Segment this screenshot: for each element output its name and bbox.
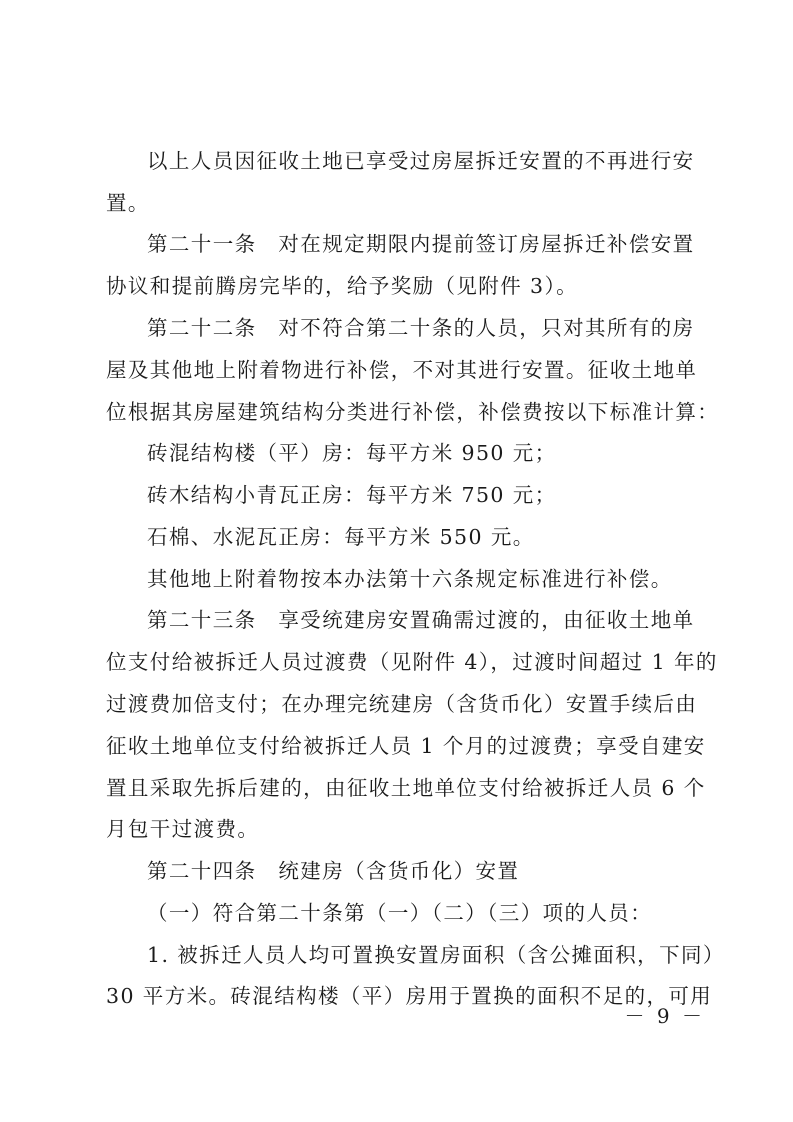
compensation-rate-line: 砖混结构楼（平）房：每平方米 950 元； (147, 441, 557, 465)
paragraph-line: 其他地上附着物按本办法第十六条规定标准进行补偿。 (147, 567, 673, 591)
compensation-rate-line: 砖木结构小青瓦正房：每平方米 750 元； (147, 483, 557, 507)
compensation-rate-line: 石棉、水泥瓦正房：每平方米 550 元。 (147, 525, 535, 549)
paragraph-line: 位支付给被拆迁人员过渡费（见附件 4），过渡时间超过 1 年的 (106, 650, 718, 674)
paragraph-line: 置。 (106, 191, 150, 215)
page-number: － 9 － (624, 1004, 705, 1028)
paragraph-line: 30 平方米。砖混结构楼（平）房用于置换的面积不足的，可用 (106, 984, 713, 1008)
paragraph-line: 位根据其房屋建筑结构分类进行补偿，补偿费按以下标准计算： (106, 400, 720, 424)
article-21-heading-line: 第二十一条 对在规定期限内提前签订房屋拆迁补偿安置 (147, 232, 695, 256)
paragraph-line: 置且采取先拆后建的，由征收土地单位支付给被拆迁人员 6 个 (106, 776, 706, 800)
article-24-heading-line: 第二十四条 统建房（含货币化）安置 (147, 859, 520, 883)
paragraph-line: 征收土地单位支付给被拆迁人员 1 个月的过渡费；享受自建安 (106, 734, 706, 758)
paragraph-line: 屋及其他地上附着物进行补偿，不对其进行安置。征收土地单 (106, 358, 698, 382)
paragraph-line: 过渡费加倍支付；在办理完统建房（含货币化）安置手续后由 (106, 692, 698, 716)
article-23-heading-line: 第二十三条 享受统建房安置确需过渡的，由征收土地单 (147, 608, 695, 632)
subsection-heading-line: （一）符合第二十条第（一）（二）（三）项的人员： (147, 901, 653, 925)
list-item-line: 1. 被拆迁人员人均可置换安置房面积（含公摊面积，下同） (147, 943, 725, 967)
paragraph-line: 协议和提前腾房完毕的，给予奖励（见附件 3）。 (106, 274, 579, 298)
paragraph-line: 以上人员因征收土地已享受过房屋拆迁安置的不再进行安 (147, 149, 695, 173)
paragraph-line: 月包干过渡费。 (106, 817, 260, 841)
article-22-heading-line: 第二十二条 对不符合第二十条的人员，只对其所有的房 (147, 316, 695, 340)
